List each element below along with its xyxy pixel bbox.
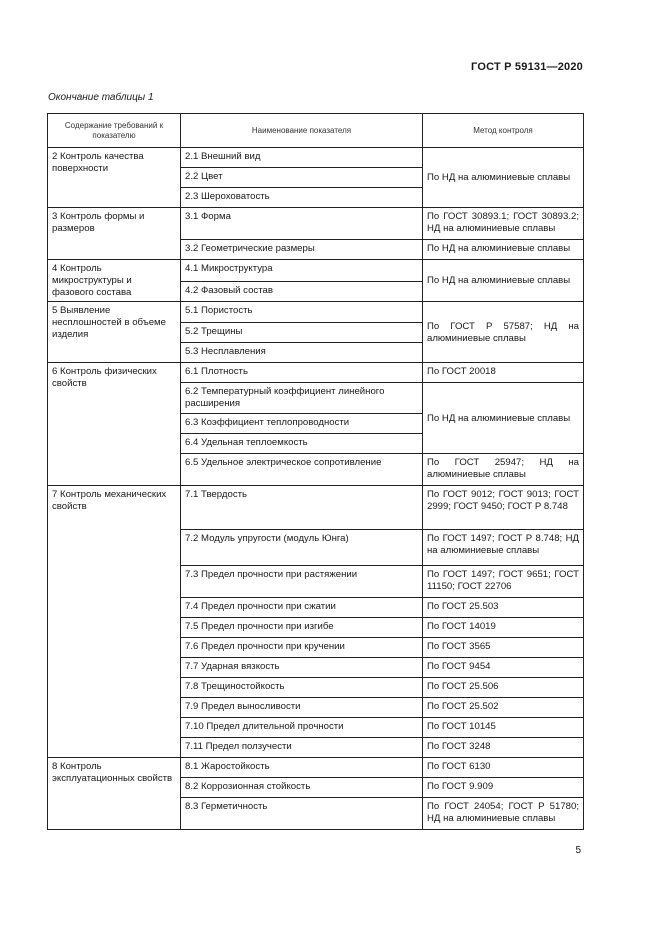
indicator-cell: 7.11 Предел ползучести xyxy=(181,738,423,758)
indicator-cell: 6.2 Температурный коэффициент линейного расширения xyxy=(181,383,423,414)
requirement-cell: 8 Контроль эксплуатационных свойств xyxy=(48,758,181,830)
table-row xyxy=(48,758,584,778)
table-caption: Окончание таблицы 1 xyxy=(48,92,154,103)
indicator-cell: 7.10 Предел длительной прочности xyxy=(181,718,423,738)
table-header-row xyxy=(48,114,584,148)
table-row xyxy=(48,148,584,168)
indicator-cell: 7.2 Модуль упругости (модуль Юнга) xyxy=(181,530,423,566)
method-cell: По ГОСТ 10145 xyxy=(423,718,584,738)
method-cell: По ГОСТ 25947; НД на алюминиевые сплавы xyxy=(423,454,584,486)
method-cell: По ГОСТ 24054; ГОСТ Р 51780; НД на алюминиевые сплавы xyxy=(423,798,584,830)
table-row xyxy=(48,302,584,323)
method-cell: По ГОСТ 9012; ГОСТ 9013; ГОСТ 2999; ГОСТ 9450; ГОСТ Р 8.748 xyxy=(423,486,584,530)
indicator-cell: 7.3 Предел прочности при растяжении xyxy=(181,566,423,598)
indicator-cell: 8.3 Герметичность xyxy=(181,798,423,830)
method-cell: По НД на алюминиевые сплавы xyxy=(423,240,584,260)
requirement-cell: 4 Контроль микроструктуры и фазового состава xyxy=(48,260,181,302)
requirement-cell: 6 Контроль физических свойств xyxy=(48,363,181,486)
indicator-cell: 5.1 Пористость xyxy=(181,302,423,323)
method-cell: По ГОСТ 6130 xyxy=(423,758,584,778)
table-row xyxy=(48,486,584,530)
table-row xyxy=(48,260,584,282)
method-cell: По ГОСТ 3248 xyxy=(423,738,584,758)
indicator-cell: 3.2 Геометрические размеры xyxy=(181,240,423,260)
indicator-cell: 6.3 Коэффициент теплопроводности xyxy=(181,414,423,434)
indicator-cell: 8.1 Жаростойкость xyxy=(181,758,423,778)
method-cell: По ГОСТ 14019 xyxy=(423,618,584,638)
requirements-table xyxy=(47,113,584,830)
indicator-cell: 8.2 Коррозионная стойкость xyxy=(181,778,423,798)
indicator-cell: 7.7 Ударная вязкость xyxy=(181,658,423,678)
method-cell: По ГОСТ 25.502 xyxy=(423,698,584,718)
method-cell: По ГОСТ 1497; ГОСТ 9651; ГОСТ 11150; ГОСТ 22706 xyxy=(423,566,584,598)
col-header-method: Метод контроля xyxy=(423,114,584,148)
method-cell: По ГОСТ Р 57587; НД на алюминиевые сплавы xyxy=(423,302,584,363)
indicator-cell: 4.1 Микроструктура xyxy=(181,260,423,282)
method-cell: По ГОСТ 9454 xyxy=(423,658,584,678)
requirement-cell: 7 Контроль механических свойств xyxy=(48,486,181,758)
document-id: ГОСТ Р 59131—2020 xyxy=(471,61,583,73)
table-row xyxy=(48,363,584,383)
method-cell: По ГОСТ 20018 xyxy=(423,363,584,383)
indicator-cell: 7.6 Предел прочности при кручении xyxy=(181,638,423,658)
col-header-requirements: Содержание требований к показателю xyxy=(48,114,181,148)
method-cell: По НД на алюминиевые сплавы xyxy=(423,148,584,208)
method-cell: По ГОСТ 9.909 xyxy=(423,778,584,798)
method-cell: По ГОСТ 3565 xyxy=(423,638,584,658)
indicator-cell: 7.5 Предел прочности при изгибе xyxy=(181,618,423,638)
method-cell: По НД на алюминиевые сплавы xyxy=(423,383,584,454)
indicator-cell: 5.2 Трещины xyxy=(181,323,423,343)
indicator-cell: 6.4 Удельная теплоемкость xyxy=(181,434,423,454)
indicator-cell: 2.2 Цвет xyxy=(181,168,423,188)
method-cell: По НД на алюминиевые сплавы xyxy=(423,260,584,302)
indicator-cell: 3.1 Форма xyxy=(181,208,423,240)
requirement-cell: 2 Контроль качества поверхности xyxy=(48,148,181,208)
method-cell: По ГОСТ 1497; ГОСТ Р 8.748; НД на алюминиевые сплавы xyxy=(423,530,584,566)
indicator-cell: 5.3 Несплавления xyxy=(181,343,423,363)
indicator-cell: 6.5 Удельное электрическое сопротивление xyxy=(181,454,423,486)
indicator-cell: 4.2 Фазовый состав xyxy=(181,281,423,302)
requirement-cell: 5 Выявление несплошностей в объеме изделия xyxy=(48,302,181,363)
indicator-cell: 7.4 Предел прочности при сжатии xyxy=(181,598,423,618)
table-row xyxy=(48,208,584,240)
indicator-cell: 6.1 Плотность xyxy=(181,363,423,383)
method-cell: По ГОСТ 30893.1; ГОСТ 30893.2; НД на алюминиевые сплавы xyxy=(423,208,584,240)
indicator-cell: 7.9 Предел выносливости xyxy=(181,698,423,718)
page-number: 5 xyxy=(575,845,581,856)
indicator-cell: 2.1 Внешний вид xyxy=(181,148,423,168)
indicator-cell: 7.1 Твердость xyxy=(181,486,423,530)
indicator-cell: 7.8 Трещиностойкость xyxy=(181,678,423,698)
col-header-indicator: Наименование показателя xyxy=(181,114,423,148)
method-cell: По ГОСТ 25.506 xyxy=(423,678,584,698)
requirement-cell: 3 Контроль формы и размеров xyxy=(48,208,181,260)
indicator-cell: 2.3 Шероховатость xyxy=(181,188,423,208)
method-cell: По ГОСТ 25.503 xyxy=(423,598,584,618)
